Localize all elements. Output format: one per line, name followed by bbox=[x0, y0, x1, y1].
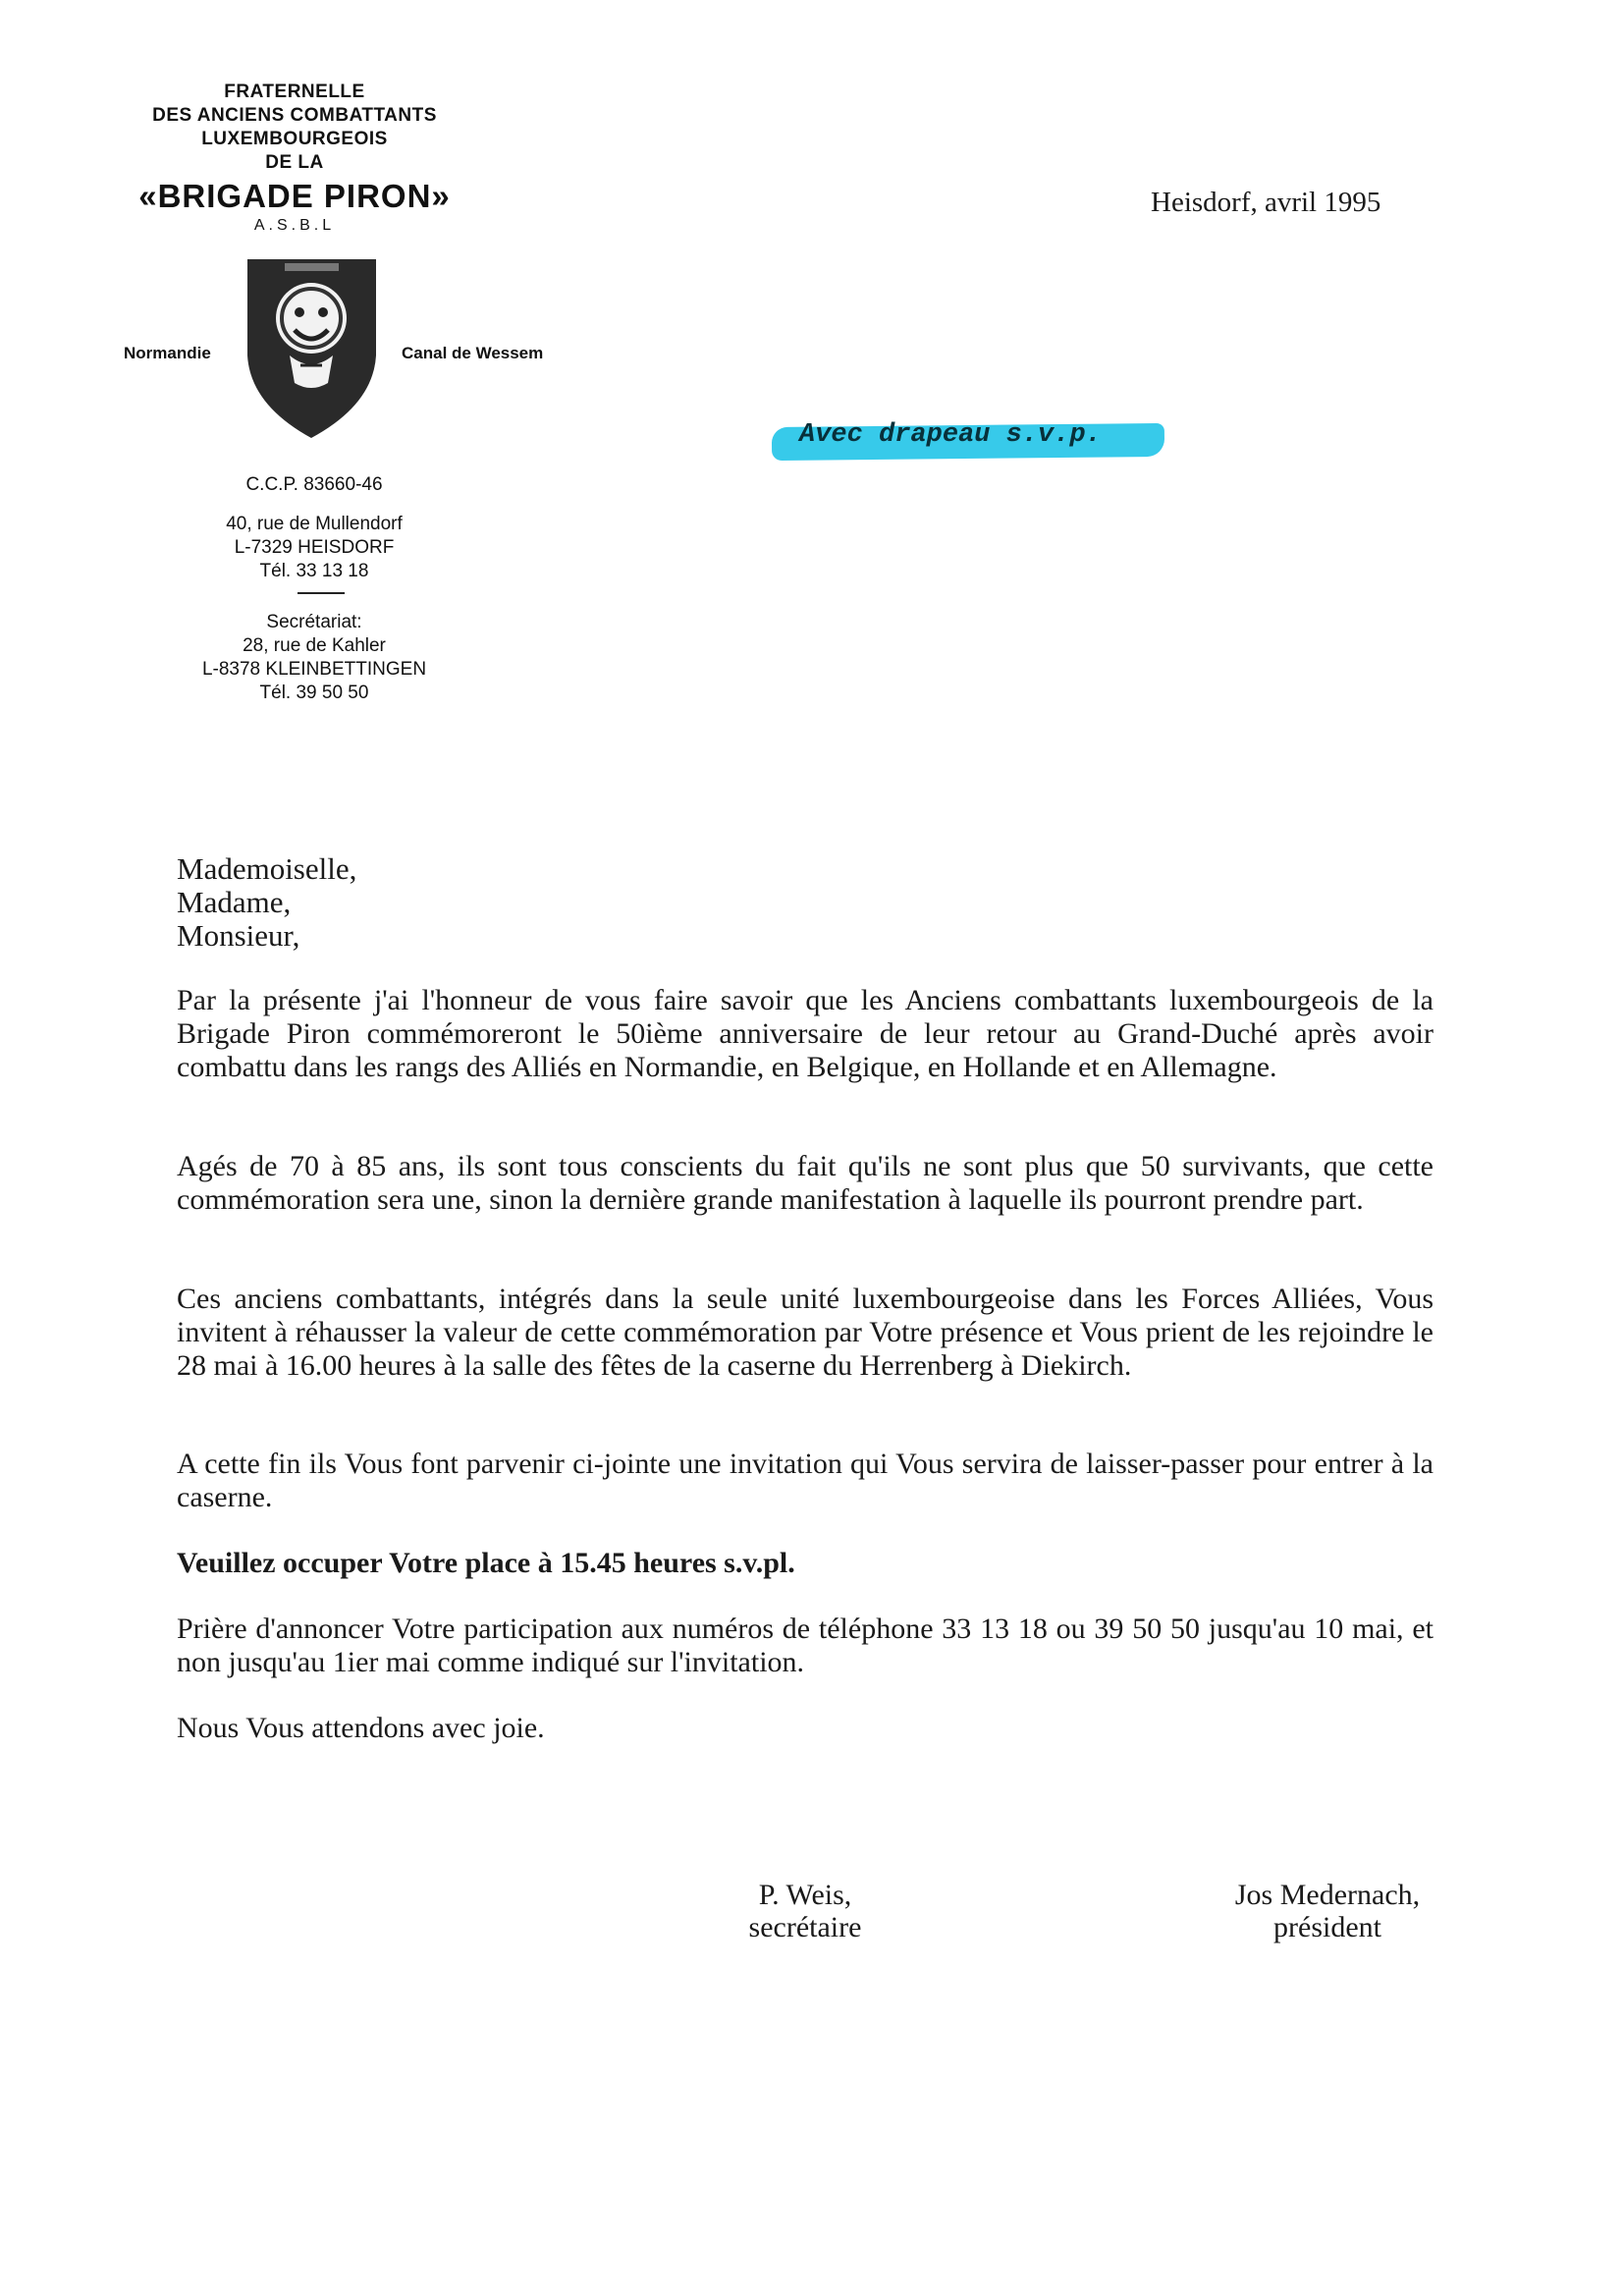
ccp-number: C.C.P. 83660-46 bbox=[245, 474, 383, 495]
letterhead-line: DE LA bbox=[265, 152, 324, 173]
address-line: Tél. 33 13 18 bbox=[259, 561, 369, 581]
letterhead bbox=[137, 81, 452, 236]
paragraph-text: Nous Vous attendons avec joie. bbox=[177, 1712, 545, 1744]
organization-name: «BRIGADE PIRON» bbox=[138, 178, 451, 214]
address-line: Secrétariat: bbox=[266, 612, 362, 632]
address-line: L-8378 KLEINBETTINGEN bbox=[201, 659, 427, 680]
signatory-name: P. Weis, bbox=[758, 1879, 852, 1911]
main-address bbox=[167, 513, 461, 583]
paragraph-text: Ces anciens combattants, intégrés dans la seule unité luxembourgeoise dans les Forces Alliées, Vous invitent à réhausser la valeur de cette commémoration par Votre présence et Vous prient de les rejoindre le 28 mai à 16.00 heures à la salle des fêtes de la caserne du Herrenberg à Diekirch. bbox=[177, 1283, 1434, 1382]
paragraph-text: Par la présente j'ai l'honneur de vous faire savoir que les Anciens combattants luxembourgeois de la Brigade Piron commémoreront le 50ième anniversaire de leur retour au Grand-Duché après avoir combattu dans les rangs des Alliés en Normandie, en Belgique, en Hollande et en Allemagne. bbox=[177, 984, 1434, 1083]
signatory-role: secrétaire bbox=[748, 1911, 862, 1943]
normandie-label: Normandie bbox=[124, 344, 211, 362]
paragraph bbox=[177, 1150, 1434, 1217]
salutation-line: Monsieur, bbox=[177, 918, 300, 953]
address-line: Tél. 39 50 50 bbox=[259, 683, 369, 703]
paragraph bbox=[177, 1283, 1434, 1383]
salutation-line: Madame, bbox=[177, 885, 292, 919]
secretariat-address bbox=[167, 611, 461, 705]
stamp-text: Avec drapeau s.v.p. bbox=[799, 420, 1102, 450]
signature-president bbox=[1210, 1879, 1445, 1943]
paragraph-bold bbox=[177, 1547, 1434, 1580]
letterhead-line: FRATERNELLE bbox=[224, 82, 365, 102]
salutation bbox=[177, 852, 356, 953]
asbl-label: A.S.B.L bbox=[253, 217, 336, 234]
address-line: 40, rue de Mullendorf bbox=[226, 514, 403, 534]
signature-secretary bbox=[722, 1879, 889, 1943]
paragraph-text: Agés de 70 à 85 ans, ils sont tous conscients du fait qu'ils ne sont plus que 50 survivants, que cette commémoration sera une, sinon la dernière grande manifestation à laquelle ils pourront prendre part. bbox=[177, 1150, 1434, 1216]
signatory-name: Jos Medernach, bbox=[1234, 1879, 1421, 1911]
paragraph bbox=[177, 1613, 1434, 1679]
paragraph bbox=[177, 984, 1434, 1084]
letterhead-line: DES ANCIENS COMBATTANTS bbox=[152, 105, 437, 126]
paragraph-text: Veuillez occuper Votre place à 15.45 heures s.v.pl. bbox=[177, 1547, 795, 1579]
address-line: 28, rue de Kahler bbox=[243, 635, 386, 656]
canal-de-wessem-label: Canal de Wessem bbox=[402, 344, 544, 362]
letter-date: Heisdorf, avril 1995 bbox=[1151, 187, 1381, 218]
paragraph-text: A cette fin ils Vous font parvenir ci-jointe une invitation qui Vous servira de laisser-passer pour entrer à la caserne. bbox=[177, 1448, 1434, 1513]
paragraph bbox=[177, 1712, 1434, 1745]
flag-request-stamp bbox=[772, 417, 1164, 466]
signatory-role: président bbox=[1273, 1911, 1381, 1943]
salutation-line: Mademoiselle, bbox=[177, 851, 357, 886]
lion-shield-icon bbox=[245, 257, 378, 440]
letterhead-line: LUXEMBOURGEOIS bbox=[201, 129, 388, 149]
paragraph-text: Prière d'annoncer Votre participation aux numéros de téléphone 33 13 18 ou 39 50 50 jusqu'au 10 mai, et non jusqu'au 1ier mai comme indiqué sur l'invitation. bbox=[177, 1613, 1434, 1678]
divider bbox=[298, 592, 345, 594]
paragraph bbox=[177, 1448, 1434, 1514]
address-line: L-7329 HEISDORF bbox=[234, 537, 395, 558]
